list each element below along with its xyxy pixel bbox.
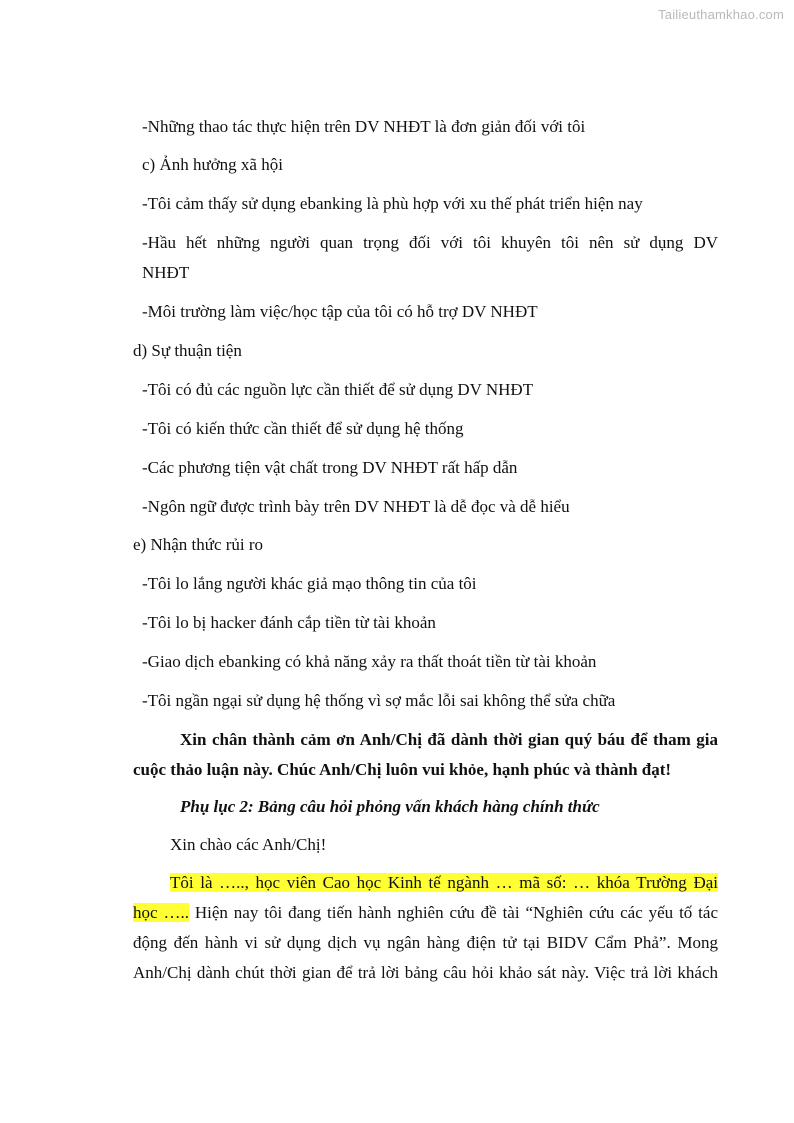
thanks-line-2: cuộc thảo luận này. Chúc Anh/Chị luôn vui khỏe, hạnh phúc và thành đạt! [133, 760, 672, 779]
section-heading: d) Sự thuận tiện [133, 341, 242, 360]
text-line: -Tôi có đủ các nguồn lực cần thiết để sử dụng DV NHĐT [142, 380, 534, 399]
text-line: NHĐT [142, 263, 190, 282]
text-line: -Tôi có kiến thức cần thiết để sử dụng hệ thống [142, 419, 464, 438]
text-line: -Hầu hết những người quan trọng đối với tôi khuyên tôi nên sử dụng DV [142, 233, 718, 252]
intro-highlight-1: Tôi là ….., học viên Cao học Kinh tế ngành … mã số: … khóa Trường Đại [170, 873, 718, 892]
intro-line-3: động đến hành vi sử dụng dịch vụ ngân hàng điện tử tại BIDV Cẩm Phả”. Mong [133, 933, 718, 952]
intro-line-1 [170, 873, 718, 893]
section-heading: e) Nhận thức rủi ro [133, 535, 264, 554]
intro-rest-1: Hiện nay tôi đang tiến hành nghiên cứu đề tài “Nghiên cứu các yếu tố tác [188, 903, 719, 922]
watermark: Tailieuthamkhao.com [658, 7, 784, 22]
text-line: -Những thao tác thực hiện trên DV NHĐT là đơn giản đối với tôi [142, 117, 586, 136]
text-line: -Tôi lo lắng người khác giả mạo thông tin của tôi [142, 574, 477, 593]
text-line: -Môi trường làm việc/học tập của tôi có hỗ trợ DV NHĐT [142, 302, 538, 321]
text-line: -Tôi lo bị hacker đánh cắp tiền từ tài khoản [142, 613, 436, 632]
text-line: -Ngôn ngữ được trình bày trên DV NHĐT là dễ đọc và dễ hiểu [142, 497, 570, 516]
greeting: Xin chào các Anh/Chị! [170, 835, 327, 854]
text-line: -Giao dịch ebanking có khả năng xảy ra thất thoát tiền từ tài khoản [142, 652, 597, 671]
intro-line-4: Anh/Chị dành chút thời gian để trả lời bảng câu hỏi khảo sát này. Việc trả lời khách [133, 963, 718, 982]
intro-highlight-2: học ….. [133, 903, 189, 922]
thanks-line-1: Xin chân thành cảm ơn Anh/Chị đã dành thời gian quý báu để tham gia [180, 730, 718, 749]
text-line: -Các phương tiện vật chất trong DV NHĐT rất hấp dẫn [142, 458, 518, 477]
text-line: -Tôi ngần ngại sử dụng hệ thống vì sợ mắc lỗi sai không thể sửa chữa [142, 691, 616, 710]
section-heading: c) Ảnh hưởng xã hội [142, 155, 283, 174]
appendix-title: Phụ lục 2: Bảng câu hỏi phỏng vấn khách hàng chính thức [180, 797, 600, 816]
text-line: -Tôi cảm thấy sử dụng ebanking là phù hợp với xu thế phát triển hiện nay [142, 194, 643, 213]
intro-line-2 [133, 903, 718, 923]
